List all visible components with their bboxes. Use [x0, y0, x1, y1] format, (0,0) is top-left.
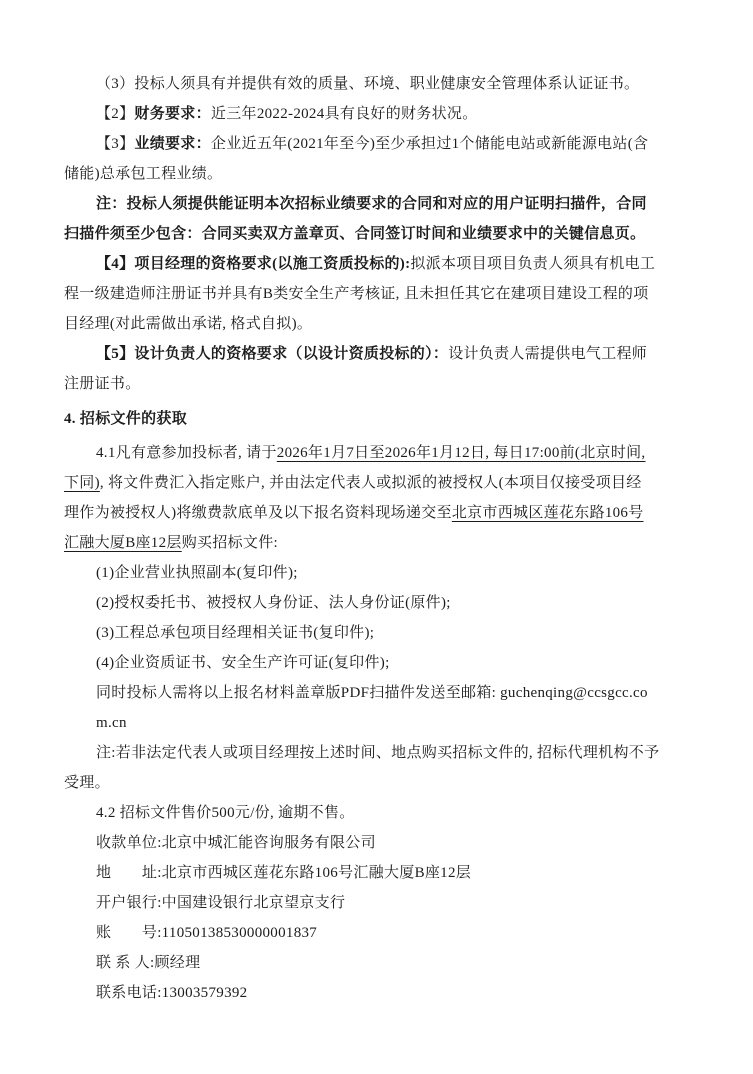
text-segment: (3)工程总承包项目经理相关证书(复印件);: [96, 625, 375, 641]
text-segment: 下同): [64, 475, 100, 491]
document-line: [64, 249, 689, 279]
text-segment: 汇融大厦B座12层: [64, 535, 182, 551]
document-line: [64, 978, 689, 1008]
document-line: [64, 648, 689, 678]
document-line: [64, 828, 689, 858]
document-line: [64, 738, 689, 768]
document-line: [64, 888, 689, 918]
document-line: [64, 189, 689, 219]
document-line: [64, 438, 689, 468]
text-segment: 【5】设计负责人的资格要求（以设计资质投标的）：: [96, 346, 449, 362]
text-segment: （3）投标人须具有并提供有效的质量、环境、职业健康安全管理体系认证证书。: [96, 76, 640, 92]
text-segment: 购买招标文件:: [181, 535, 278, 551]
text-segment: 财务要求：: [134, 106, 211, 122]
section-heading: [64, 404, 689, 434]
text-segment: 【4】项目经理的资格要求(以施工资质投标的):: [96, 256, 411, 272]
document-line: [64, 498, 689, 528]
document-line: [64, 369, 689, 399]
text-segment: 开户银行:中国建设银行北京望京支行: [96, 895, 346, 911]
text-segment: 收款单位:北京中城汇能咨询服务有限公司: [96, 835, 376, 851]
text-segment: (2)授权委托书、被授权人身份证、法人身份证(原件);: [96, 595, 451, 611]
text-segment: 联 系 人:顾经理: [96, 955, 201, 971]
document-line: [64, 858, 689, 888]
text-segment: 拟派本项目项目负责人须具有机电工: [410, 256, 656, 272]
text-segment: (1)企业营业执照副本(复印件);: [96, 565, 298, 581]
document-line: [64, 279, 689, 309]
document-line: [64, 339, 689, 369]
text-segment: 2026年1月7日至2026年1月12日, 每日17:00前(北京时间,: [276, 445, 646, 461]
document-line: [64, 918, 689, 948]
text-segment: 4.2 招标文件售价500元/份, 逾期不售。: [96, 805, 355, 821]
document-line: [64, 798, 689, 828]
text-segment: 注:若非法定代表人或项目经理按上述时间、地点购买招标文件的, 招标代理机构不予: [96, 745, 660, 761]
text-segment: m.cn: [96, 715, 127, 731]
text-segment: 近三年2022-2024具有良好的财务状况。: [210, 106, 478, 122]
text-segment: 联系电话:13003579392: [96, 985, 248, 1001]
document-line: [64, 159, 689, 189]
text-segment: 理作为被授权人)将缴费款底单及以下报名资料现场递交至: [64, 505, 452, 521]
text-segment: 注册证书。: [64, 376, 141, 392]
text-segment: 企业近五年(2021年至今)至少承担过1个储能电站或新能源电站(含: [210, 136, 649, 152]
document-line: [64, 528, 689, 558]
document-line: [64, 99, 689, 129]
document-line: [64, 588, 689, 618]
document-line: [64, 468, 689, 498]
document-line: [64, 618, 689, 648]
document-line: [64, 678, 689, 708]
text-segment: 【2】: [96, 106, 135, 122]
text-segment: 北京市西城区莲花东路106号: [451, 505, 644, 521]
document-line: [64, 69, 689, 99]
document-line: [64, 948, 689, 978]
document-line: [64, 129, 689, 159]
document-line: [64, 768, 689, 798]
document-line: [64, 219, 689, 249]
text-segment: , 将文件费汇入指定账户, 并由法定代表人或拟派的被授权人(本项目仅接受项目经: [99, 475, 642, 491]
text-segment: 账 号:11050138530000001837: [96, 925, 318, 941]
text-segment: 【3】: [96, 136, 135, 152]
text-segment: 设计负责人需提供电气工程师: [448, 346, 648, 362]
document-line: [64, 708, 689, 738]
document-line: [64, 309, 689, 339]
text-segment: 储能)总承包工程业绩。: [64, 166, 223, 182]
text-segment: 4. 招标文件的获取: [64, 411, 188, 427]
text-segment: 业绩要求：: [134, 136, 211, 152]
text-segment: 目经理(对此需做出承诺, 格式自拟)。: [64, 316, 313, 332]
text-segment: 4.1凡有意参加投标者, 请于: [96, 445, 277, 461]
text-segment: 受理。: [64, 775, 110, 791]
text-segment: 同时投标人需将以上报名材料盖章版PDF扫描件发送至邮箱: guchenqing@ccsgcc.co: [96, 685, 648, 701]
text-segment: 程一级建造师注册证书并具有B类安全生产考核证, 且未担任其它在建项目建设工程的项: [64, 286, 649, 302]
document-line: [64, 558, 689, 588]
document-body: [64, 69, 689, 1008]
text-segment: 注：投标人须提供能证明本次招标业绩要求的合同和对应的用户证明扫描件，合同: [96, 196, 647, 212]
text-segment: 扫描件须至少包含：合同买卖双方盖章页、合同签订时间和业绩要求中的关键信息页。: [64, 226, 646, 242]
text-segment: 地 址:北京市西城区莲花东路106号汇融大厦B座12层: [96, 865, 472, 881]
text-segment: (4)企业资质证书、安全生产许可证(复印件);: [96, 655, 390, 671]
